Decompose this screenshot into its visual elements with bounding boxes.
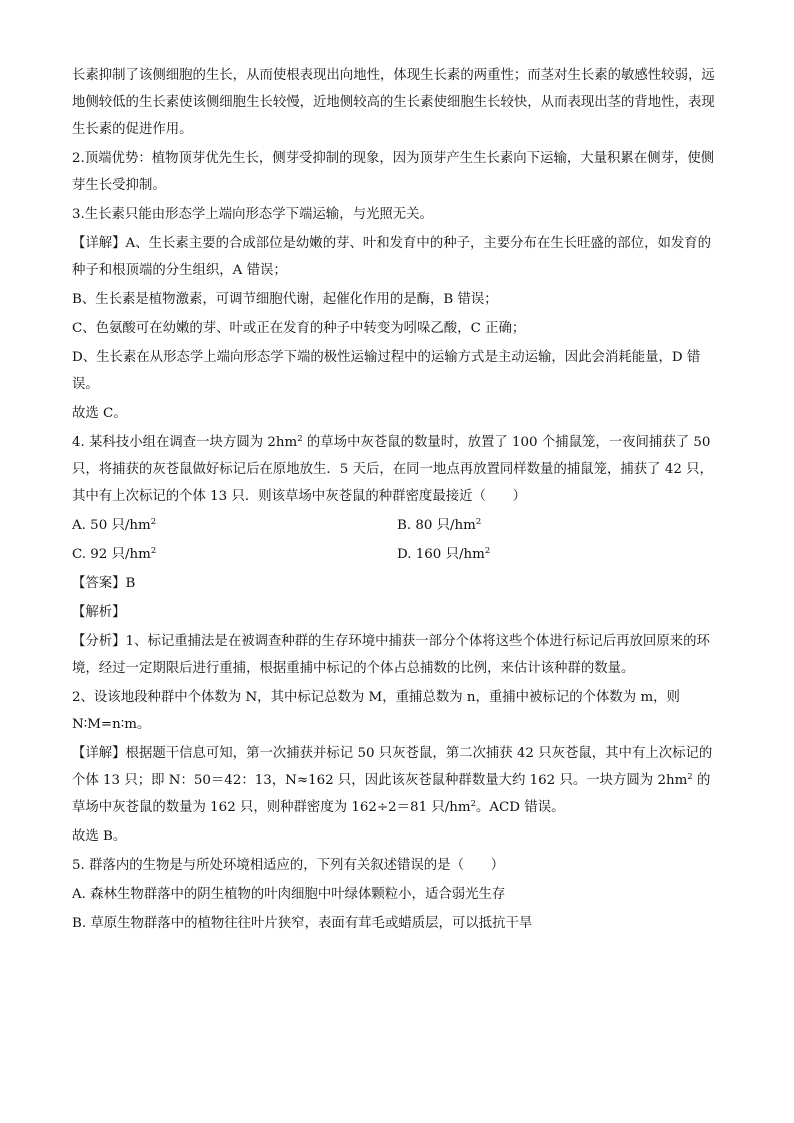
paragraph-detail-d: D、生长素在从形态学上端向形态学下端的极性运输过程中的运输方式是主动运输，因此会消耗能量，D 错误。 [72, 350, 701, 392]
answer: 【答案】B [72, 576, 136, 591]
paragraph-detail-b: B、生长素是植物激素，可调节细胞代谢，起催化作用的是酶，B 错误； [72, 292, 498, 307]
question-5-option-b: B. 草原生物群落中的植物往往叶片狭窄，表面有茸毛或蜡质层，可以抵抗干旱 [72, 916, 533, 931]
option-b: B. 80 只$/hm^2$ [397, 517, 482, 533]
question-4-options-row-1 [72, 512, 722, 539]
analysis-paragraph-2: 2、设该地段种群中个体数为 N，其中标记总数为 M，重捕总数为 n，重捕中被标记的个体数为 m，则 N∶M=n∶m。 [72, 690, 680, 732]
paragraph-detail-c: C、色氨酸可在幼嫩的芽、叶或正在发育的种子中转变为吲哚乙酸，C 正确； [72, 321, 526, 336]
paragraph-detail-a: 【详解】A、生长素主要的合成部位是幼嫩的芽、叶和发育中的种子，主要分布在生长旺盛的部位，如发育的种子和根顶端的分生组织，A 错误； [72, 236, 712, 278]
paragraph-continuation: 长素抑制了该侧细胞的生长，从而使根表现出向地性，体现生长素的两重性；而茎对生长素的敏感性较弱，远地侧较低的生长素使该侧细胞生长较慢，近地侧较高的生长素使细胞生长较快，从而表现出茎的背地性，表现生长素的促进作用。 [72, 68, 715, 137]
question-5-stem: 5. 群落内的生物是与所处环境相适应的，下列有关叙述错误的是（ ） [72, 858, 505, 873]
choose-b: 故选 B。 [72, 829, 127, 844]
paragraph-apical-dominance: 2.顶端优势：植物顶芽优先生长，侧芽受抑制的现象，因为顶芽产生生长素向下运输，大量积累在侧芽，使侧芽生长受抑制。 [72, 151, 715, 193]
paragraph-choose-c: 故选 C。 [72, 406, 127, 421]
question-4-stem: 4. 某科技小组在调查一块方圆为 $2hm^2$ 的草场中灰苍鼠的数量时，放置了 100 个捕鼠笼，一夜间捕获了 50 只，将捕获的灰苍鼠做好标记后在原地放生．5 天后，在同一地点再放置同样数量的捕鼠笼，捕获了 42 只，其中有上次标记的个体 13 只．则该草场中灰苍鼠的种群密度最接近（ ） [72, 434, 713, 504]
question-4-options-row-2 [72, 541, 722, 568]
option-d: D. 160 只$/hm^2$ [397, 546, 491, 562]
option-a: A. 50 只$/hm^2$ [72, 517, 157, 533]
analysis-paragraph-1: 【分析】1、标记重捕法是在被调查种群的生存环境中捕获一部分个体将这些个体进行标记后再放回原来的环境，经过一定期限后进行重捕，根据重捕中标记的个体占总捕数的比例，来估计该种群的数量。 [72, 634, 710, 676]
paragraph-transport: 3.生长素只能由形态学上端向形态学下端运输，与光照无关。 [72, 207, 433, 222]
option-c: C. 92 只$/hm^2$ [72, 546, 157, 562]
analysis-heading: 【解析】 [72, 605, 126, 620]
document-page [72, 62, 722, 937]
question-5-option-a: A. 森林生物群落中的阴生植物的叶肉细胞中叶绿体颗粒小，适合弱光生存 [72, 887, 506, 902]
detail-paragraph: 【详解】根据题干信息可知，第一次捕获并标记 50 只灰苍鼠，第二次捕获 42 只灰苍鼠，其中有上次标记的个体 13 只；即 N：50＝42：13，N≈162 只，因此该灰苍鼠种群数量大约 162 只。一块方圆为 $2hm^2$ 的草场中灰苍鼠的数量为 162 只，则种群密度为 162÷2＝81 只$/hm^2$。ACD 错误。 [72, 746, 713, 815]
